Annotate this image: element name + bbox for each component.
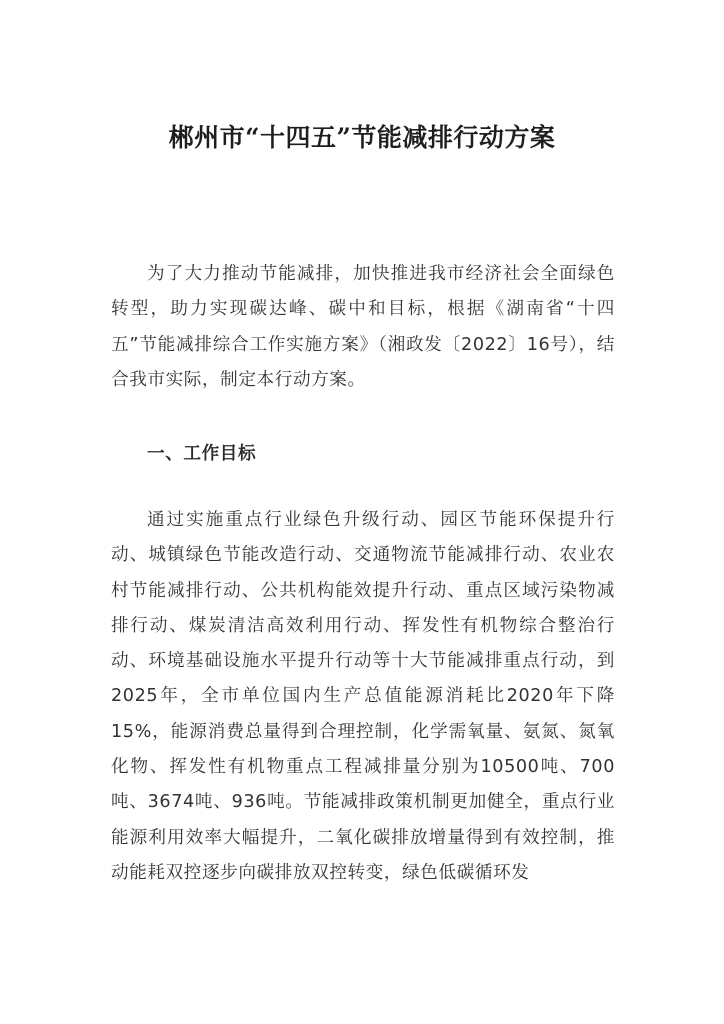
section-body-work-goals: 通过实施重点行业绿色升级行动、园区节能环保提升行动、城镇绿色节能改造行动、交通物流节能减排行动、农业农村节能减排行动、公共机构能效提升行动、重点区域污染物减排行动、煤炭清洁高效利用行动、挥发性有机物综合整治行动、环境基础设施水平提升行动等十大节能减排重点行动，到2025年，全市单位国内生产总值能源消耗比2020年下降15%，能源消费总量得到合理控制，化学需氧量、氨氮、氮氧化物、挥发性有机物重点工程减排量分别为10500吨、700吨、3674吨、936吨。节能减排政策机制更加健全，重点行业能源利用效率大幅提升，二氧化碳排放增量得到有效控制，推动能耗双控逐步向碳排放双控转变，绿色低碳循环发 [111, 510, 615, 883]
section-heading-work-goals: 一、工作目标 [147, 444, 257, 464]
intro-paragraph: 为了大力推动节能减排，加快推进我市经济社会全面绿色转型，助力实现碳达峰、碳中和目标，根据《湖南省“十四五”节能减排综合工作实施方案》（湘政发〔2022〕16号），结合我市实际，制定本行动方案。 [111, 264, 615, 390]
document-title: 郴州市“十四五”节能减排行动方案 [168, 123, 556, 152]
